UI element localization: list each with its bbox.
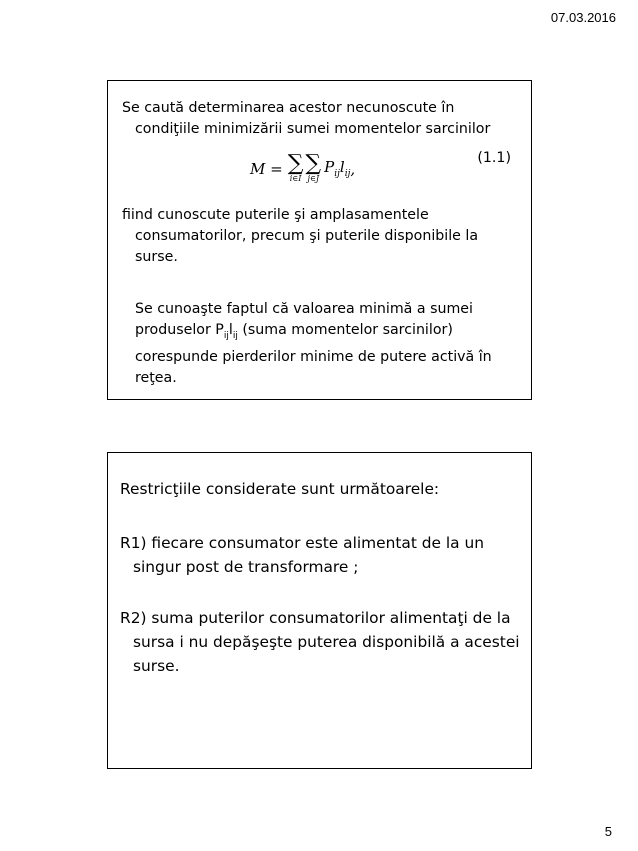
slide-2	[107, 452, 532, 769]
formula-term-l: $l_{ij}$	[339, 158, 351, 179]
sum-j-subscript: j∈J	[307, 174, 320, 183]
formula-1-1	[250, 151, 356, 183]
formula-term-p: $P_{ij}$	[324, 158, 340, 179]
intro-text: Se caută determinarea acestor necunoscute în condiţiile minimizării sumei momentelor sarcinilor	[122, 100, 491, 137]
header-date: 07.03.2016	[550, 10, 616, 25]
equation-number: (1.1)	[477, 150, 511, 166]
sum-over-i: ∑ i∈I	[287, 151, 304, 183]
formula-lhs: M =	[250, 159, 283, 178]
given-text: fiind cunoscute puterile şi amplasamentele consumatorilor, precum şi puterile disponibile la surse.	[122, 207, 479, 265]
restriction-r2: R2) suma puterilor consumatorilor alimentaţi de la sursa i nu depăşeşte puterea disponibilă a acestei surse.	[120, 609, 520, 675]
page-number: 5	[604, 824, 612, 839]
restriction-r1: R1) fiecare consumator este alimentat de la un singur post de transformare ;	[120, 534, 485, 576]
formula-suffix: ,	[350, 159, 356, 178]
sum-i-subscript: i∈I	[289, 174, 302, 183]
note-text: Se cunoaşte faptul că valoarea minimă a sumei produselor $P_{ij}l_{ij}$ (suma momentelor sarcinilor) corespunde pierderilor minime de putere activă în reţea.	[135, 301, 492, 386]
restrictions-heading: Restricţiile considerate sunt următoarele:	[120, 480, 440, 498]
slide-1	[107, 80, 532, 400]
sum-over-j: ∑ j∈J	[305, 151, 322, 183]
